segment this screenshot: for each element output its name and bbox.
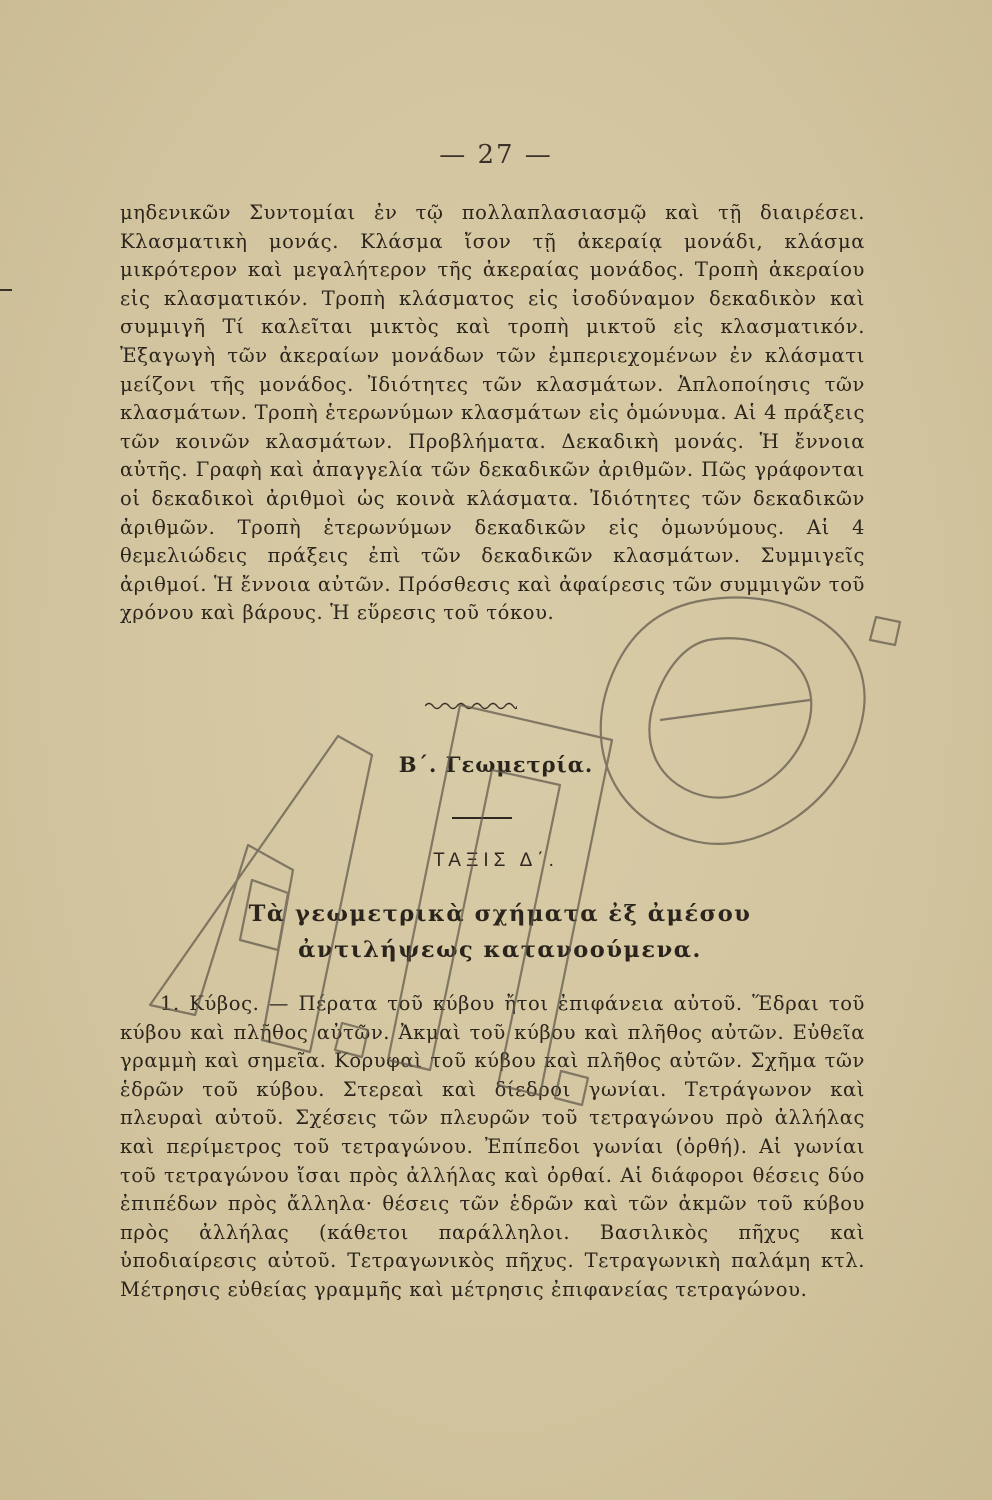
watermark-letter-theta-outer: [601, 598, 865, 844]
page-number: — 27 —: [439, 140, 553, 170]
body-paragraph: 1. Κύβος. — Πέρατα τοῦ κύβου ἤτοι ἐπιφάνεια αὐτοῦ. Ἕδραι τοῦ κύβου καὶ πλῆθος αὐτῶν. Ἀκμαὶ τοῦ κύβου καὶ πλῆθος αὐτῶν. Εὐθεῖα γραμμὴ καὶ σημεῖα. Κορυφαὶ τοῦ κύβου καὶ πλῆθος αὐτῶν. Σχῆμα τῶν ἑδρῶν τοῦ κύβου. Στερεαὶ καὶ δίεδροι γωνίαι. Τετράγωνον καὶ πλευραὶ αὐτοῦ. Σχέσεις τῶν πλευρῶν τοῦ τετραγώνου πρὸ ἀλλήλας καὶ περίμετρος τοῦ τετραγώνου. Ἐπίπεδοι γωνίαι (ὀρθή). Αἱ γωνίαι τοῦ τετραγώνου ἴσαι πρὸς ἀλλήλας καὶ ὀρθαί. Αἱ διάφοροι θέσεις δύο ἐπιπέδων πρὸς ἄλληλα· θέσεις τῶν ἑδρῶν καὶ τῶν ἀκμῶν τοῦ κύβου πρὸς ἀλλήλας (κάθετοι παράλληλοι. Βασιλικὸς πῆχυς καὶ ὑποδιαίρεσις αὐτοῦ. Τετραγωνικὸς πῆχυς. Τετραγωνικὴ παλάμη κτλ. Μέτρησις εὐθείας γραμμῆς καὶ μέτρησις ἐπιφανείας τετραγώνου.: [120, 992, 865, 1301]
margin-mark: [0, 289, 12, 291]
intro-paragraph: μηδενικῶν Συντομίαι ἐν τῷ πολλαπλασιασμῷ καὶ τῇ διαιρέσει. Κλασματικὴ μονάς. Κλάσμα ἴσον τῇ ἀκεραίᾳ μονάδι, κλάσμα μικρότερον καὶ μεγαλήτερον τῆς ἀκεραίας μονάδος. Τροπὴ ἀκεραίου εἰς κλασματικόν. Τροπὴ κλάσματος εἰς ἰσοδύναμον δεκαδικὸν καὶ συμμιγῆ Τί καλεῖται μικτὸς καὶ τροπὴ μικτοῦ εἰς κλασματικόν. Ἐξαγωγὴ τῶν ἀκεραίων μονάδων τῶν ἐμπεριεχομένων ἐν κλάσματι μείζονι τῆς μονάδος. Ἰδιότητες τῶν κλασμάτων. Ἁπλοποίησις τῶν κλασμάτων. Τροπὴ ἑτερωνύμων κλασμάτων εἰς ὁμώνυμα. Αἱ 4 πράξεις τῶν κοινῶν κλασμάτων. Προβλήματα. Δεκαδικὴ μονάς. Ἡ ἔννοια αὐτῆς. Γραφὴ καὶ ἀπαγγελία τῶν δεκαδικῶν ἀριθμῶν. Πῶς γράφονται οἱ δεκαδικοὶ ἀριθμοὶ ὡς κοινὰ κλάσματα. Ἰδιότητες τῶν δεκαδικῶν ἀριθμῶν. Τροπὴ ἑτερωνύμων δεκαδικῶν εἰς ὁμωνύμους. Αἱ 4 θεμελιώδεις πράξεις ἐπὶ τῶν δεκαδικῶν κλασμάτων. Συμμιγεῖς ἀριθμοί. Ἡ ἔννοια αὐτῶν. Πρόσθεσις καὶ ἀφαίρεσις τῶν συμμιγῶν τοῦ χρόνου καὶ βάρους. Ἡ εὕρεσις τοῦ τόκου.: [120, 201, 865, 625]
section-subtitle: Τὰ γεωμετρικὰ σχήματα ἐξ ἀμέσου ἀντιλήψεως κατανοούμενα.: [248, 901, 752, 963]
section-rule: [452, 817, 512, 819]
class-label: ΤΑΞΙΣ Δ΄.: [433, 850, 559, 871]
watermark-dot-3: [870, 617, 900, 645]
section-title: Β΄. Γεωμετρία.: [398, 752, 594, 777]
watermark-letter-theta-bar: [660, 700, 810, 720]
wavy-divider: [425, 700, 517, 712]
